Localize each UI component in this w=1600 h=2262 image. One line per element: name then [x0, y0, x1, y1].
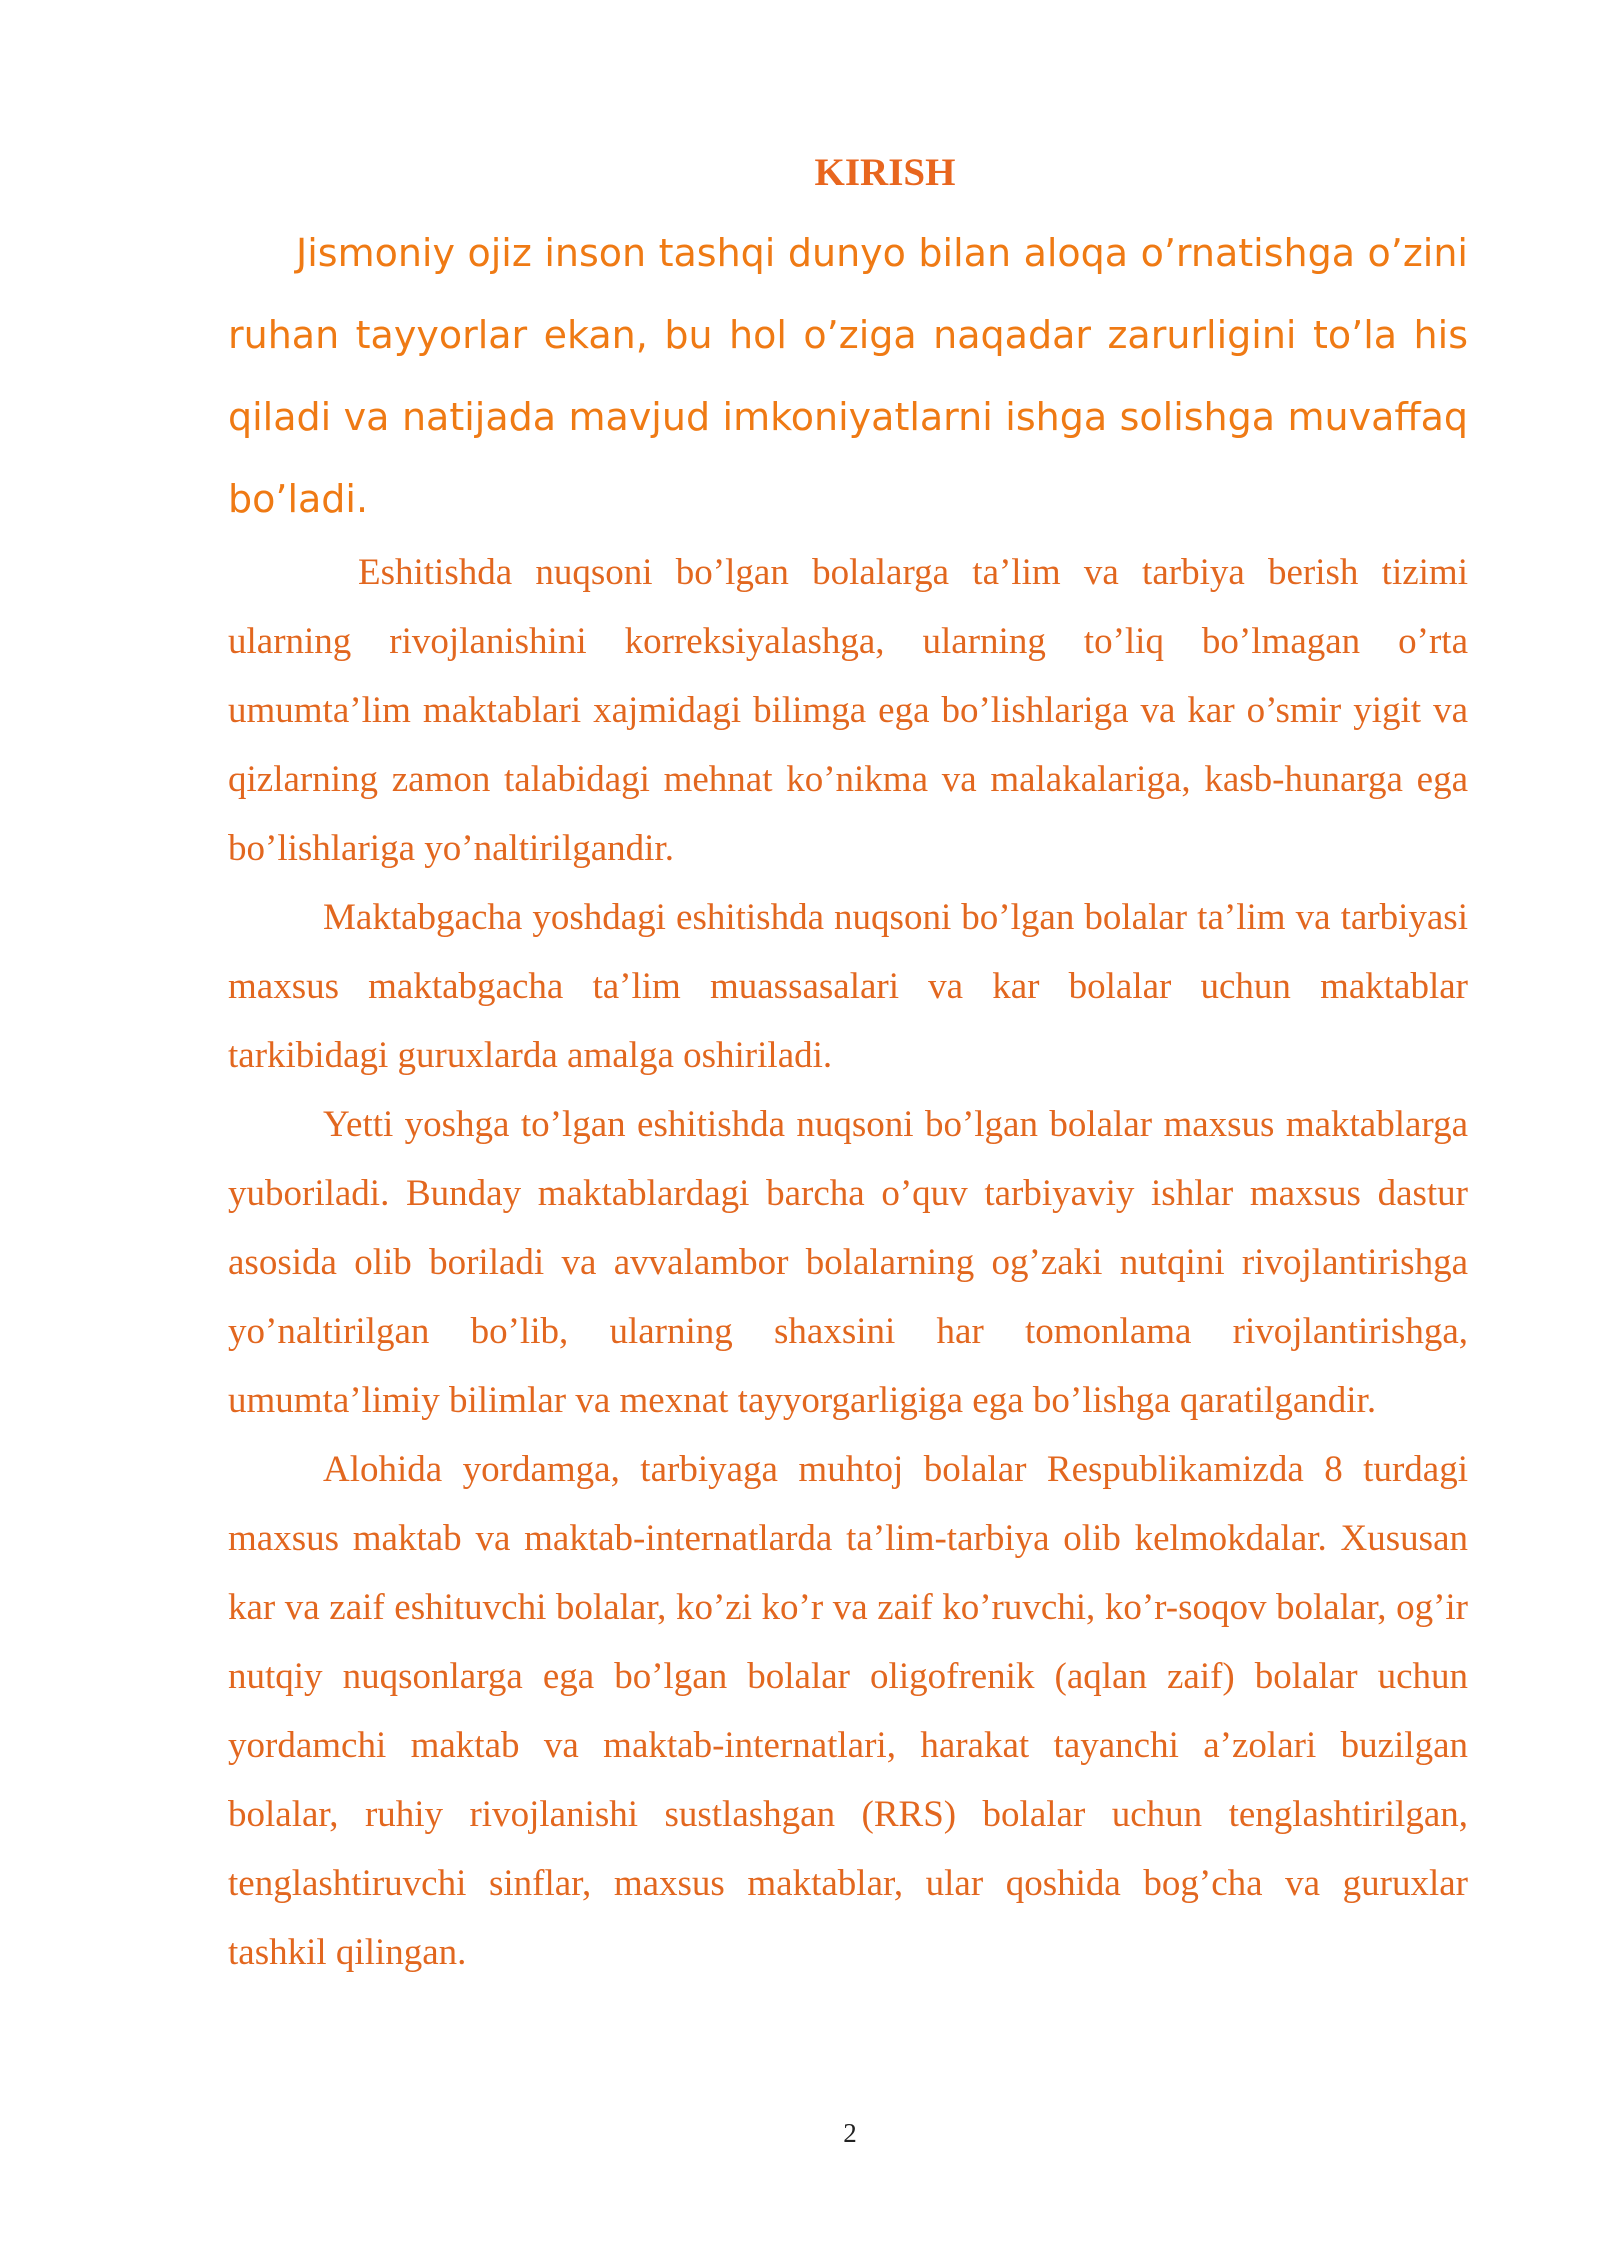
- page-title: KIRISH: [814, 151, 956, 194]
- paragraph-preschool: Maktabgacha yoshdagi eshitishda nuqsoni bo’lgan bolalar ta’lim va tarbiyasi maxsus maktabgacha ta’lim muassasalari va kar bolalar uchun maktablar tarkibidagi guruxlarda amalga oshiriladi.: [228, 897, 1468, 1076]
- paragraph-special-schools: Alohida yordamga, tarbiyaga muhtoj bolalar Respublikamizda 8 turdagi maxsus maktab va maktab-internatlarda ta’lim-tarbiya olib kelmokdalar. Xususan kar va zaif eshituvchi bolalar, ko’zi ko’r va zaif ko’ruvchi, ko’r-soqov bolalar, og’ir nutqiy nuqsonlarga ega bo’lgan bolalar oligofrenik (aqlan zaif) bolalar uchun yordamchi maktab va maktab-internatlari, harakat tayanchi a’zolari buzilgan bolalar, ruhiy rivojlanishi sustlashgan (RRS) bolalar uchun tenglashtirilgan, tenglashtiruvchi sinflar, maxsus maktablar, ular qoshida bog’cha va guruxlar tashkil qilingan.: [228, 1449, 1468, 1973]
- body-text: [228, 538, 1468, 1987]
- paragraph-education-system: Eshitishda nuqsoni bo’lgan bolalarga ta’lim va tarbiya berish tizimi ularning rivojlanishini korreksiyalashga, ularning to’liq bo’lmagan o’rta umumta’lim maktablari xajmidagi bilimga ega bo’lishlariga va kar o’smir yigit va qizlarning zamon talabidagi mehnat ko’nikma va malakalariga, kasb-hunarga ega bo’lishlariga yo’naltirilgandir.: [228, 552, 1468, 869]
- page-number: 2: [843, 2118, 857, 2148]
- lead-paragraph: Jismoniy ojiz inson tashqi dunyo bilan aloqa o’rnatishga o’zini ruhan tayyorlar ekan, bu hol o’ziga naqadar zarurligini to’la his qiladi va natijada mavjud imkoniyatlarni ishga solishga muvaffaq bo’ladi.: [228, 231, 1468, 521]
- paragraph-seven-year-olds: Yetti yoshga to’lgan eshitishda nuqsoni bo’lgan bolalar maxsus maktablarga yuboriladi. Bunday maktablardagi barcha o’quv tarbiyaviy ishlar maxsus dastur asosida olib boriladi va avvalambor bolalarning og’zaki nutqini rivojlantirishga yo’naltirilgan bo’lib, ularning shaxsini har tomonlama rivojlantirishga, umumta’limiy bilimlar va mexnat tayyorgarligiga ega bo’lishga qaratilgandir.: [228, 1104, 1468, 1421]
